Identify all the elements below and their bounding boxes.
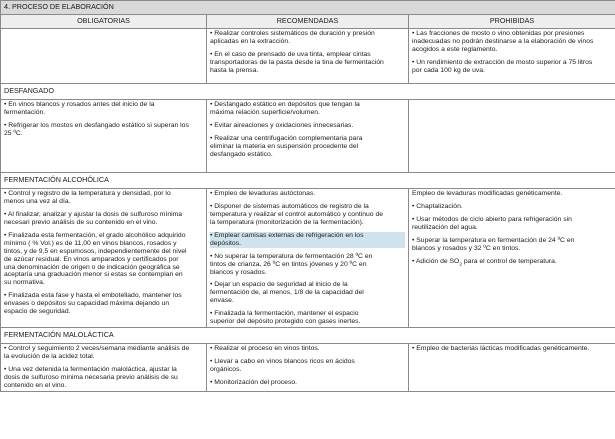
cell-fm-prohibidas [409,344,615,392]
fermentacion-malolactica-row [1,344,615,392]
list-item: • Dejar un espacio de seguridad al inicio de la fermentación de, al menos, 1/8 de la capacidad del envase. [210,281,364,305]
header-prohibidas: PROHIBIDAS [409,15,615,29]
cell-desfangado-prohibidas [409,100,615,173]
list-item: • Disponer de sistemas automáticos de registro de la temperatura y realizar el control automático y continuo de la temperatura (monitorización de la fermentación). [210,202,384,226]
list-item: • Monitorización del proceso. [210,378,298,386]
section-row-fermentacion-alcoholica [1,173,615,189]
list-item: • Finalizada la fermentación, mantener el espacio superior del depósito protegido con gases inertes. [210,310,361,326]
list-item: • En vinos blancos y rosados antes del inicio de la fermentación. [4,101,155,116]
list-item: • Al finalizar, analizar y ajustar la dosis de sulfuroso mínima necesari previo análisis de su contenido en el vino. [4,210,183,226]
list-item: • Realizar controles sistemáticos de duración y presión aplicadas en la extracción. [210,30,375,45]
list-item: • Adición de $SO_2$ para el control de temperatura. [412,257,557,267]
list-item: • Usar métodos de ciclo abierto para refrigeración sin reutilización del agua. [412,215,572,231]
fermentacion-alcoholica-row [1,189,615,328]
section-row-desfangado [1,84,615,100]
list-item: Empleo de levaduras modificadas genéticamente. [412,190,563,197]
cell-fa-prohibidas [409,189,615,328]
header-recomendadas: RECOMENDADAS [207,15,409,29]
list-item: • Finalizada esta fase y hasta el embotellado, mantener los envases o depósitos su capacidad máxima dejando un espacio de seguridad. [4,292,182,316]
list-item: • Control y registro de la temperatura y densidad, por lo menos una vez al día. [4,190,171,205]
cell-fa-obligatorias [1,189,207,328]
list-item: • Un rendimiento de extracción de mosto superior a 75 litros por cada 100 kg de uva. [412,58,593,74]
list-item: • Llevar a cabo en vinos blancos ricos en ácidos orgánicos. [210,358,355,373]
general-row [1,29,615,84]
title-row [1,1,615,15]
list-item: • Evitar aireaciones y oxidaciones innecesarias. [210,121,354,129]
table-title: 4. PROCESO DE ELABORACIÓN [1,1,615,15]
list-item: • Realizar una centrifugación complementaria para eliminar la materia en suspensión procedente del desfangado estático. [210,134,363,158]
list-item: • Empleo de bacterias lácticas modificadas genéticamente. [412,345,590,353]
list-item: • Finalizada esta fermentación, el grado alcohólico adquirido mínimo ( % Vol.) es de 11,00 en vinos blancos, rosados y tintos, y de 9,5 en espumosos, independientemente del nivel de azúcar residual. En vinos amparados y certificados por una denominación de origen o de indicación geográfica se aceptaría una graduación menor si estas se contemplan en su normativa. [4,231,187,287]
list-item: • Una vez detenida la fermentación maloláctica, ajustar la dosis de sulfuroso mínima necesaria previo análisis de su contenido en el vino. [4,366,178,389]
list-item: • Chaptalización. [412,202,463,210]
cell-fm-recomendadas [207,344,409,392]
list-item: • Desfangado estático en depósitos que tengan la máxima relación superficie/volumen. [210,101,360,116]
cell-general-obligatorias [1,29,207,84]
header-obligatorias: OBLIGATORIAS [1,15,207,29]
header-row [1,15,615,29]
section-row-fermentacion-malolactica [1,328,615,344]
cell-fa-recomendadas [207,189,409,328]
section-label-desfangado: DESFANGADO [1,84,615,100]
list-item: • Emplear camisas externas de refrigeración en los depósitos. [210,232,405,248]
cell-desfangado-obligatorias [1,100,207,173]
cell-general-prohibidas [409,29,615,84]
list-item: • Empleo de levaduras autóctonas. [210,190,316,197]
section-label-fermentacion-alcoholica: FERMENTACIÓN ALCOHÓLICA [1,173,615,189]
list-item: • Refrigerar los mostos en desfangado estático si superan los 25 ºC. [4,121,189,137]
cell-general-recomendadas [207,29,409,84]
section-label-fermentacion-malolactica: FERMENTACIÓN MALOLÁCTICA [1,328,615,344]
list-item: • Superar la temperatura en fermentación de 24 ºC en blancos y rosados y 32 ºC en tintos. [412,236,575,252]
list-item: • No superar la temperatura de fermentación 28 ºC en tintos de crianza, 26 ºC en tintos jóvenes y 20 ºC en blancos y rosados. [210,252,373,276]
desfangado-row [1,100,615,173]
list-item: • Las fracciones de mosto o vino obtenidas por presiones inadecuadas no podrán destinarse a la elaboración de vinos acogidos a este reglamento. [412,30,594,53]
list-item: • Control y seguimiento 2 veces/semana mediante análisis de la evolución de la acidez total. [4,345,190,361]
list-item: • En el caso de prensado de uva tinta, emplear cintas transportadoras de la pasta desde la tina de fermentación hasta la prensa. [210,50,384,74]
list-item: • Realizar el proceso en vinos tintos. [210,345,320,353]
cell-desfangado-recomendadas [207,100,409,173]
cell-fm-obligatorias [1,344,207,392]
